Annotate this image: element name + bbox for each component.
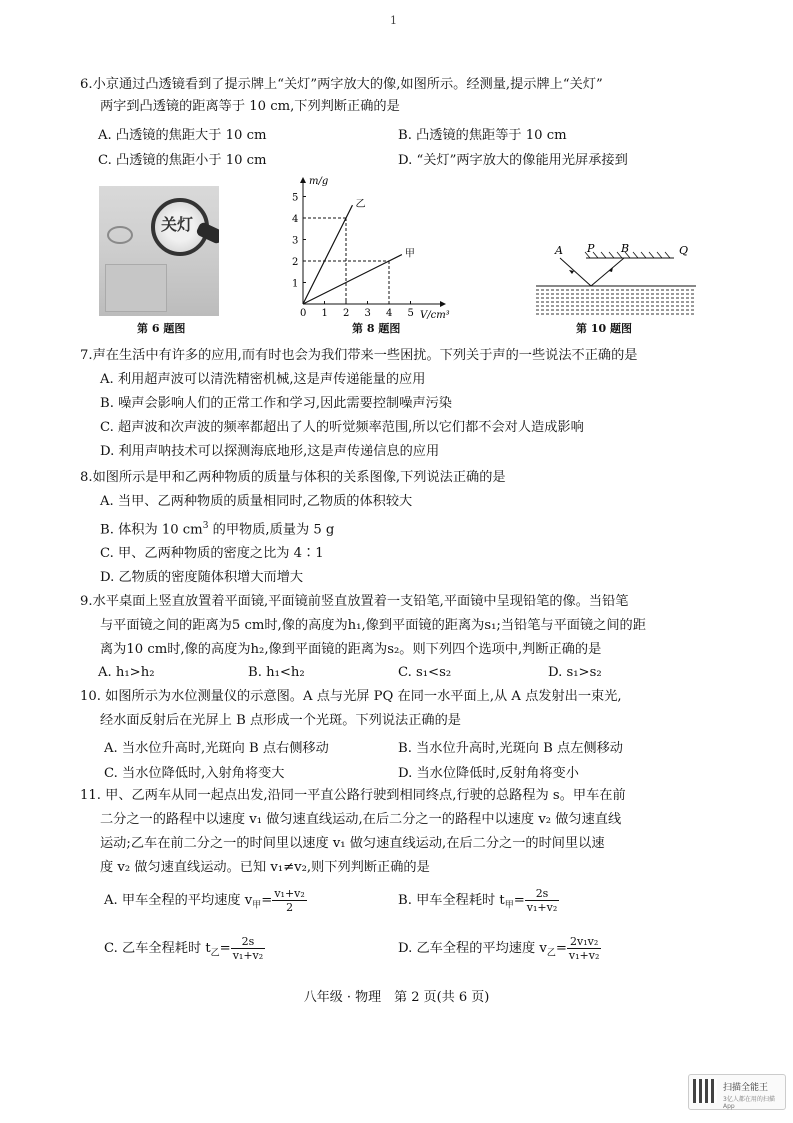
x-tick-label: 2 [343, 308, 350, 319]
q9-option-d: D. s₁>s₂ [548, 665, 602, 680]
sign-board [105, 264, 167, 312]
q11-option-a: A. 甲车全程的平均速度 $v_甲=$ $\frac{\text{v₁+v₂}}{2}$ [104, 887, 305, 914]
page-footer: 八年级 · 物理 第 2 页(共 6 页) [303, 990, 490, 1005]
q9-line3: 离为10 cm时,像的高度为h₂,像到平面镜的距离为s₂。则下列四个选项中,判断正确的是 [100, 642, 602, 657]
q11-line1: 11. 甲、乙两车从同一起点出发,沿同一平直公路行驶到相同终点,行驶的总路程为 s。甲车在前 [80, 788, 626, 803]
scanner-badge-title: 扫描全能王 [723, 1083, 769, 1093]
q11-line2: 二分之一的路程中以速度 v₁ 做匀速直线运动,在后二分之一的路程中以速度 v₂ 做匀速直线 [100, 812, 622, 827]
q11-c-text: C. 乙车全程耗时 t [104, 941, 211, 956]
x-tick-label: 5 [407, 308, 414, 319]
q11-d-text: D. 乙车全程的平均速度 v [398, 941, 547, 956]
y-tick-label: 2 [292, 257, 299, 268]
q9-line1: 9.水平桌面上竖直放置着平面镜,平面镜前竖直放置着一支铅笔,平面镜中呈现铅笔的像。当铅笔 [80, 594, 629, 609]
q11-d-sub: 乙 [546, 948, 556, 959]
q8-option-b-sup: 3 [202, 521, 209, 531]
q8-option-a: A. 当甲、乙两种物质的质量相同时,乙物质的体积较大 [100, 494, 413, 509]
label-a: A [555, 244, 563, 257]
q9-option-b: B. h₁<h₂ [248, 665, 305, 680]
label-p: P [587, 242, 595, 255]
question-11 [80, 785, 710, 879]
q7-option-b: B. 噪声会影响人们的正常工作和学习,因此需要控制噪声污染 [100, 396, 452, 411]
figure-6-photo [99, 186, 219, 316]
question-10 [80, 686, 710, 732]
q11-c-numerator: 2s [231, 935, 265, 949]
water-body [536, 286, 696, 316]
q11-a-sub: 甲 [252, 900, 262, 911]
q11-b-text: B. 甲车全程耗时 t [398, 893, 505, 908]
scanner-badge [688, 1074, 786, 1110]
q8-option-b-pre: B. 体积为 10 cm [100, 522, 203, 538]
q11-d-fraction [567, 935, 601, 962]
label-b: B [621, 242, 630, 255]
q7-option-c: C. 超声波和次声波的频率都超出了人的听觉频率范围,所以它们都不会对人造成影响 [100, 420, 584, 435]
q10-option-a: A. 当水位升高时,光斑向 B 点右侧移动 [104, 741, 329, 756]
reflected-arrow [609, 267, 613, 272]
figure-6-caption: 第 6 题图 [137, 322, 186, 335]
figure-10-caption: 第 10 题图 [576, 322, 632, 335]
q8-option-b [80, 515, 710, 541]
y-axis-label: m/g [309, 176, 329, 187]
q10-option-d: D. 当水位降低时,反射角将变小 [398, 766, 579, 781]
series-line [303, 255, 402, 304]
y-tick-label: 5 [292, 192, 299, 204]
q6-stem-line2: 两字到凸透镜的距离等于 10 cm,下列判断正确的是 [100, 99, 400, 114]
x-tick-label: 3 [364, 308, 371, 319]
q11-c-fraction [231, 935, 265, 962]
y-tick-label: 4 [292, 214, 299, 225]
question-8 [80, 467, 710, 589]
q11-b-sub: 甲 [504, 900, 514, 911]
q11-d-denominator: v₁+v₂ [568, 949, 600, 962]
q8-option-b-post: 的甲物质,质量为 5 g [208, 522, 335, 538]
q7-stem: 7.声在生活中有许多的应用,而有时也会为我们带来一些困扰。下列关于声的一些说法不正确的是 [80, 348, 638, 363]
qr-code-icon [693, 1079, 717, 1103]
q11-b-denominator: v₁+v₂ [526, 901, 558, 914]
q8-option-c: C. 甲、乙两种物质的密度之比为 4∶1 [100, 546, 324, 562]
q11-c-sub: 乙 [210, 948, 220, 959]
q10-line2: 经水面反射后在光屏上 B 点形成一个光斑。下列说法正确的是 [100, 713, 461, 728]
incident-ray [560, 258, 591, 286]
q7-option-a: A. 利用超声波可以清洗精密机械,这是声传递能量的应用 [100, 372, 426, 387]
q6-option-d: D. “关灯”两字放大的像能用光屏承接到 [398, 153, 628, 168]
sign-text-magnified: 关灯 [161, 215, 194, 234]
x-tick-label: 1 [321, 308, 328, 319]
q6-option-b: B. 凸透镜的焦距等于 10 cm [398, 128, 567, 143]
q11-option-c: C. 乙车全程耗时 $t_乙=$ $\frac{2s}{\text{v₁+v₂}}$ [104, 935, 264, 962]
q10-line1: 10. 如图所示为水位测量仪的示意图。A 点与光屏 PQ 在同一水平面上,从 A 点发射出一束光, [80, 689, 622, 704]
label-q: Q [679, 244, 689, 257]
q9-option-c: C. s₁<s₂ [398, 665, 452, 680]
q11-a-fraction [272, 887, 306, 914]
figure-8-chart [287, 172, 462, 324]
series-label: 乙 [355, 199, 366, 211]
sign-logo [107, 226, 133, 244]
q6-option-a: A. 凸透镜的焦距大于 10 cm [98, 128, 267, 143]
x-tick-label: 4 [386, 308, 393, 319]
reflected-ray [591, 258, 624, 286]
figure-8-caption: 第 8 题图 [352, 322, 401, 335]
x-axis-label: V/cm³ [420, 310, 450, 321]
y-tick-label: 1 [292, 278, 299, 290]
q11-a-text: A. 甲车全程的平均速度 v [104, 893, 253, 908]
page-number: 1 [390, 14, 397, 27]
q9-option-a: A. h₁>h₂ [98, 665, 155, 680]
q8-option-d: D. 乙物质的密度随体积增大而增大 [100, 570, 304, 586]
series-label: 甲 [404, 248, 415, 260]
q10-option-b: B. 当水位升高时,光斑向 B 点左侧移动 [398, 741, 623, 756]
scanner-badge-subtitle: 3亿人都在用的扫描App [723, 1096, 775, 1110]
q6-option-c: C. 凸透镜的焦距小于 10 cm [98, 153, 267, 168]
light-screen-pq [585, 252, 674, 258]
x-tick-label: 0 [300, 308, 307, 319]
figure-10-diagram [536, 236, 696, 316]
q11-c-denominator: v₁+v₂ [232, 949, 264, 962]
q10-option-c: C. 当水位降低时,入射角将变大 [104, 766, 285, 781]
q11-d-numerator: 2v₁v₂ [567, 935, 601, 949]
question-7 [80, 345, 710, 463]
q11-a-denominator: 2 [286, 901, 294, 914]
question-9 [80, 591, 710, 661]
q11-b-fraction [525, 887, 559, 914]
q11-option-d: D. 乙车全程的平均速度 $v_乙=$ $\frac{\text{2v₁v₂}}{\text{v₁+v₂}}$ [398, 935, 600, 962]
series-line [303, 205, 352, 304]
q11-a-numerator: v₁+v₂ [274, 887, 305, 900]
question-6 [80, 74, 710, 118]
y-tick-label: 3 [292, 235, 299, 247]
q6-stem-line1: 6.小京通过凸透镜看到了提示牌上“关灯”两字放大的像,如图所示。经测量,提示牌上“关灯” [80, 77, 603, 92]
q11-line3: 运动;乙车在前二分之一的时间里以速度 v₁ 做匀速直线运动,在后二分之一的时间里以速 [100, 836, 605, 851]
q9-line2: 与平面镜之间的距离为5 cm时,像的高度为h₁,像到平面镜的距离为s₁;当铅笔与平面镜之间的距 [100, 618, 646, 633]
q11-option-b: B. 甲车全程耗时 $t_甲=$ $\frac{2s}{\text{v₁+v₂}}$ [398, 887, 558, 914]
q8-stem: 8.如图所示是甲和乙两种物质的质量与体积的关系图像,下列说法正确的是 [80, 470, 506, 485]
q11-line4: 度 v₂ 做匀速直线运动。已知 v₁≠v₂,则下列判断正确的是 [100, 860, 430, 875]
q11-b-numerator: 2s [525, 887, 559, 901]
q7-option-d: D. 利用声呐技术可以探测海底地形,这是声传递信息的应用 [100, 444, 440, 459]
